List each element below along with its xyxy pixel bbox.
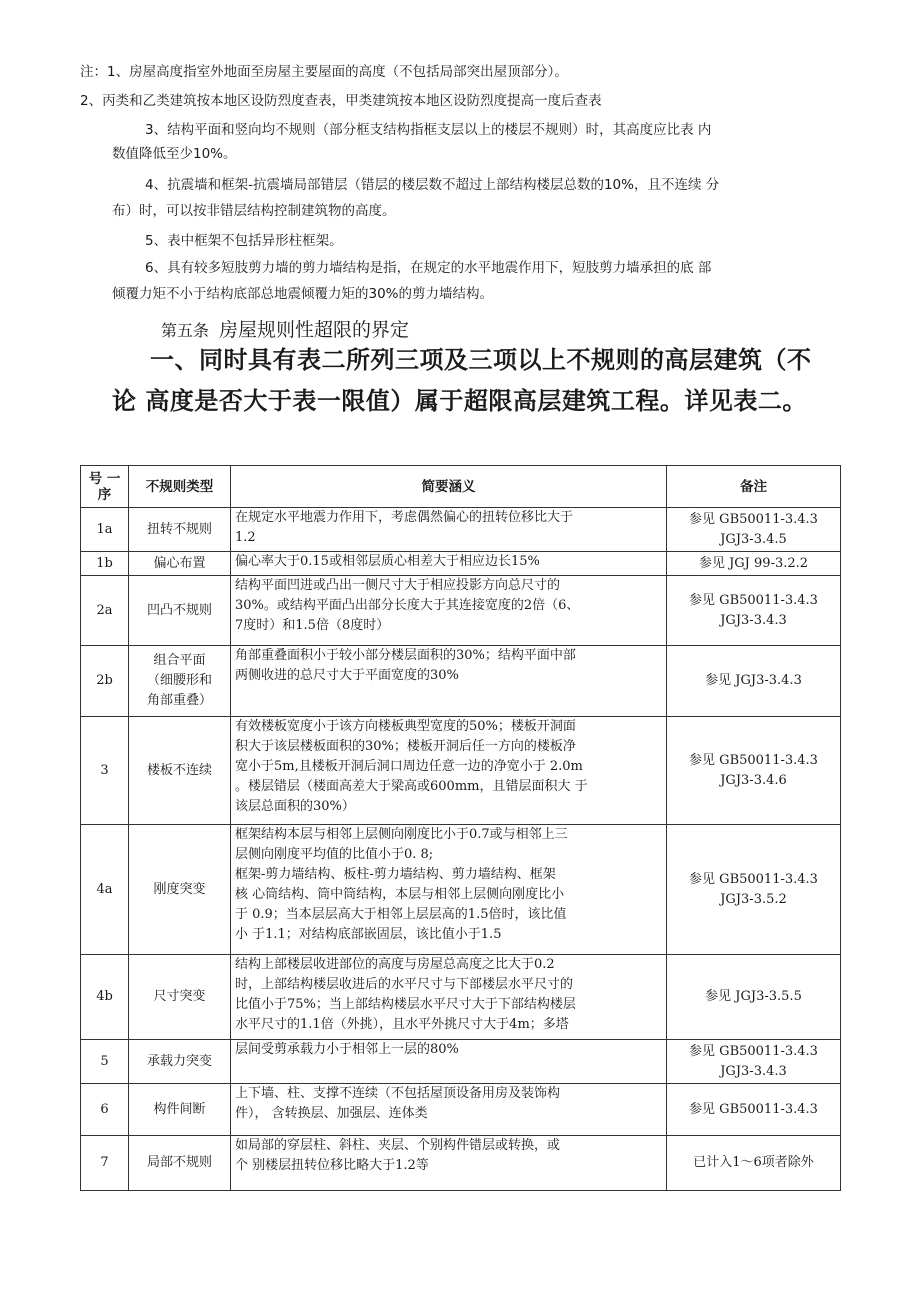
row-note bbox=[667, 717, 841, 825]
note-line-9: 倾覆力矩不小于结构底部总地震倾覆力矩的30%的剪力墙结构。 bbox=[112, 286, 494, 302]
row-index: 6 bbox=[81, 1084, 129, 1136]
row-note-line: 参见 GB50011-3.4.3 bbox=[689, 752, 818, 768]
note-line-4: 数值降低至少10%。 bbox=[112, 146, 237, 162]
row-meaning-line: 结构平面凹进或凸出一侧尺寸大于相应投影方向总尺寸的 bbox=[235, 578, 561, 593]
row-note-line: JGJ3-3.4.3 bbox=[720, 1063, 787, 1079]
row-type-line: （细腰形和 bbox=[146, 673, 212, 688]
row-meaning-line: 在规定水平地震力作用下，考虑偶然偏心的扭转位移比大于 bbox=[235, 510, 574, 525]
irregularity-table bbox=[80, 465, 841, 1191]
table-row bbox=[81, 717, 841, 825]
row-type-line: 偏心布置 bbox=[153, 555, 206, 571]
row-note bbox=[667, 1084, 841, 1136]
table-row bbox=[81, 955, 841, 1040]
header-type: 不规则类型 bbox=[129, 466, 231, 508]
row-meaning-line: 1.2 bbox=[235, 530, 256, 545]
row-index: 1b bbox=[81, 552, 129, 576]
row-meaning-line: 7度时）和1.5倍（8度时） bbox=[235, 618, 390, 633]
row-meaning-line: 层侧向刚度平均值的比值小于0. 8; bbox=[235, 847, 434, 862]
row-index: 4a bbox=[81, 825, 129, 955]
row-index: 5 bbox=[81, 1040, 129, 1084]
row-note-line: 参见 GB50011-3.4.3 bbox=[689, 1043, 818, 1059]
row-meaning-line: 框架结构本层与相邻上层侧向刚度比小于0.7或与相邻上三 bbox=[235, 827, 568, 842]
row-note-line: JGJ3-3.4.3 bbox=[720, 612, 787, 628]
row-type-line: 楼板不连续 bbox=[146, 762, 212, 778]
row-note bbox=[667, 646, 841, 717]
row-meaning bbox=[231, 576, 667, 646]
row-type bbox=[129, 552, 231, 576]
table-header-row bbox=[81, 466, 841, 508]
article-heading bbox=[161, 318, 409, 343]
row-index: 2a bbox=[81, 576, 129, 646]
note-line-6: 布）时，可以按非错层结构控制建筑物的高度。 bbox=[112, 203, 396, 219]
row-note-line: JGJ3-3.4.5 bbox=[720, 531, 787, 547]
row-meaning-line: 水平尺寸的1.1倍（外挑），且水平外挑尺寸大于4m；多塔 bbox=[235, 1017, 569, 1032]
row-type bbox=[129, 576, 231, 646]
row-meaning-line: 有效楼板宽度小于该方向楼板典型宽度的50%；楼板开洞面 bbox=[235, 719, 576, 734]
row-meaning-line: 宽小于5m,且楼板开洞后洞口周边任意一边的净宽小于 2.0m bbox=[235, 759, 583, 774]
section-line-1: 一、同时具有表二所列三项及三项以上不规则的高层建筑（不 bbox=[150, 346, 812, 374]
row-type-line: 扭转不规则 bbox=[146, 521, 212, 537]
row-note-line: JGJ3-3.5.2 bbox=[720, 891, 787, 907]
row-meaning bbox=[231, 508, 667, 552]
row-type bbox=[129, 825, 231, 955]
row-note bbox=[667, 955, 841, 1040]
row-meaning-line: 小 于1.1；对结构底部嵌固层，该比值小于1.5 bbox=[235, 927, 502, 942]
note-line-7: 5、表中框架不包括异形柱框架。 bbox=[145, 233, 343, 249]
row-meaning-line: 件）， 含转换层、加强层、连体类 bbox=[235, 1106, 428, 1121]
row-type bbox=[129, 646, 231, 717]
section-line-2: 论 高度是否大于表一限值）属于超限高层建筑工程。详见表二。 bbox=[112, 387, 807, 415]
row-meaning-line: 该层总面积的30%） bbox=[235, 799, 355, 814]
table-body bbox=[81, 508, 841, 1191]
row-meaning bbox=[231, 1040, 667, 1084]
table-row bbox=[81, 576, 841, 646]
row-note bbox=[667, 825, 841, 955]
row-note bbox=[667, 508, 841, 552]
row-type-line: 凹凸不规则 bbox=[146, 602, 212, 618]
row-meaning bbox=[231, 646, 667, 717]
row-type bbox=[129, 955, 231, 1040]
row-meaning-line: 核 心筒结构、筒中筒结构，本层与相邻上层侧向刚度比小 bbox=[235, 887, 565, 902]
row-note bbox=[667, 1040, 841, 1084]
table-row bbox=[81, 1084, 841, 1136]
row-meaning-line: 层间受剪承载力小于相邻上一层的80% bbox=[235, 1042, 459, 1057]
header-index: 号 一 序 bbox=[81, 466, 129, 508]
table-row bbox=[81, 825, 841, 955]
row-note-line: 参见 GB50011-3.4.3 bbox=[689, 871, 818, 887]
row-meaning-line: 如局部的穿层柱、斜柱、夹层、个别构件错层或转换，或 bbox=[235, 1138, 561, 1153]
row-type bbox=[129, 1136, 231, 1191]
row-meaning bbox=[231, 825, 667, 955]
table-row bbox=[81, 1136, 841, 1191]
row-type bbox=[129, 508, 231, 552]
row-meaning-line: 两侧收进的总尺寸大于平面宽度的30% bbox=[235, 668, 459, 683]
row-type-line: 局部不规则 bbox=[146, 1155, 212, 1170]
header-note: 备注 bbox=[667, 466, 841, 508]
row-note bbox=[667, 576, 841, 646]
row-note-line: JGJ3-3.4.6 bbox=[720, 772, 787, 788]
row-type bbox=[129, 1084, 231, 1136]
row-meaning-line: 个 别楼层扭转位移比略大于1.2等 bbox=[235, 1158, 429, 1173]
row-note bbox=[667, 1136, 841, 1191]
row-meaning-line: 时，上部结构楼层收进后的水平尺寸与下部楼层水平尺寸的 bbox=[235, 977, 574, 992]
row-type-line: 刚度突变 bbox=[153, 881, 206, 897]
row-meaning-line: 结构上部楼层收进部位的高度与房屋总高度之比大于0.2 bbox=[235, 957, 555, 972]
row-meaning-line: 上下墙、柱、支撑不连续（不包括屋顶设备用房及装饰构 bbox=[235, 1086, 561, 1101]
row-type-line: 构件间断 bbox=[153, 1101, 206, 1117]
row-index: 4b bbox=[81, 955, 129, 1040]
row-meaning bbox=[231, 955, 667, 1040]
note-line-3: 3、结构平面和竖向均不规则（部分框支结构指框支层以上的楼层不规则）时，其高度应比表 内 bbox=[145, 122, 712, 138]
row-meaning-line: 于 0.9；当本层层高大于相邻上层层高的1.5倍时，该比值 bbox=[235, 907, 567, 922]
row-note-line: 参见 JGJ 99-3.2.2 bbox=[698, 555, 809, 571]
row-note-line: 已计入1～6项者除外 bbox=[693, 1155, 814, 1170]
note-line-8: 6、具有较多短肢剪力墙的剪力墙结构是指，在规定的水平地震作用下，短肢剪力墙承担的底 部 bbox=[145, 260, 712, 276]
row-meaning-line: 30%。或结构平面凸出部分长度大于其连接宽度的2倍（6、 bbox=[235, 598, 580, 613]
table-row bbox=[81, 552, 841, 576]
row-meaning-line: 。楼层错层（楼面高差大于梁高或600mm，且错层面积大 于 bbox=[235, 779, 588, 794]
row-index: 7 bbox=[81, 1136, 129, 1191]
row-type-line: 承载力突变 bbox=[146, 1053, 212, 1069]
row-note bbox=[667, 552, 841, 576]
table-row bbox=[81, 1040, 841, 1084]
row-note-line: 参见 JGJ3-3.4.3 bbox=[705, 673, 802, 688]
row-note-line: 参见 GB50011-3.4.3 bbox=[689, 592, 818, 608]
table-row bbox=[81, 508, 841, 552]
row-type-line: 角部重叠） bbox=[146, 693, 212, 708]
row-index: 1a bbox=[81, 508, 129, 552]
row-meaning-line: 比值小于75%；当上部结构楼层水平尺寸大于下部结构楼层 bbox=[235, 997, 576, 1012]
row-meaning-line: 偏心率大于0.15或相邻层质心相差大于相应边长15% bbox=[235, 554, 540, 569]
note-line-5: 4、抗震墙和框架-抗震墙局部错层（错层的楼层数不超过上部结构楼层总数的10%，且不连续 分 bbox=[145, 177, 720, 193]
row-meaning-line: 角部重叠面积小于较小部分楼层面积的30%；结构平面中部 bbox=[235, 648, 576, 663]
note-line-2: 2、丙类和乙类建筑按本地区设防烈度查表，甲类建筑按本地区设防烈度提高一度后查表 bbox=[80, 93, 602, 109]
row-note-line: 参见 GB50011-3.4.3 bbox=[689, 1101, 818, 1117]
article-number: 第五条 bbox=[161, 321, 210, 340]
row-meaning-line: 积大于该层楼板面积的30%；楼板开洞后任一方向的楼板净 bbox=[235, 739, 576, 754]
row-meaning bbox=[231, 1084, 667, 1136]
row-type bbox=[129, 717, 231, 825]
note-line-1: 注：1、房屋高度指室外地面至房屋主要屋面的高度（不包括局部突出屋顶部分）。 bbox=[80, 64, 568, 80]
row-meaning-line: 框架-剪力墙结构、板柱-剪力墙结构、剪力墙结构、框架 bbox=[235, 867, 556, 882]
row-note-line: 参见 JGJ3-3.5.5 bbox=[705, 989, 802, 1004]
row-type-line: 尺寸突变 bbox=[153, 989, 206, 1004]
row-type-line: 组合平面 bbox=[153, 653, 206, 668]
row-note-line: 参见 GB50011-3.4.3 bbox=[689, 511, 818, 527]
row-meaning bbox=[231, 552, 667, 576]
row-type bbox=[129, 1040, 231, 1084]
row-index: 2b bbox=[81, 646, 129, 717]
row-meaning bbox=[231, 1136, 667, 1191]
row-index: 3 bbox=[81, 717, 129, 825]
row-meaning bbox=[231, 717, 667, 825]
header-meaning: 简要涵义 bbox=[231, 466, 667, 508]
article-title: 房屋规则性超限的界定 bbox=[219, 319, 410, 341]
table-row bbox=[81, 646, 841, 717]
